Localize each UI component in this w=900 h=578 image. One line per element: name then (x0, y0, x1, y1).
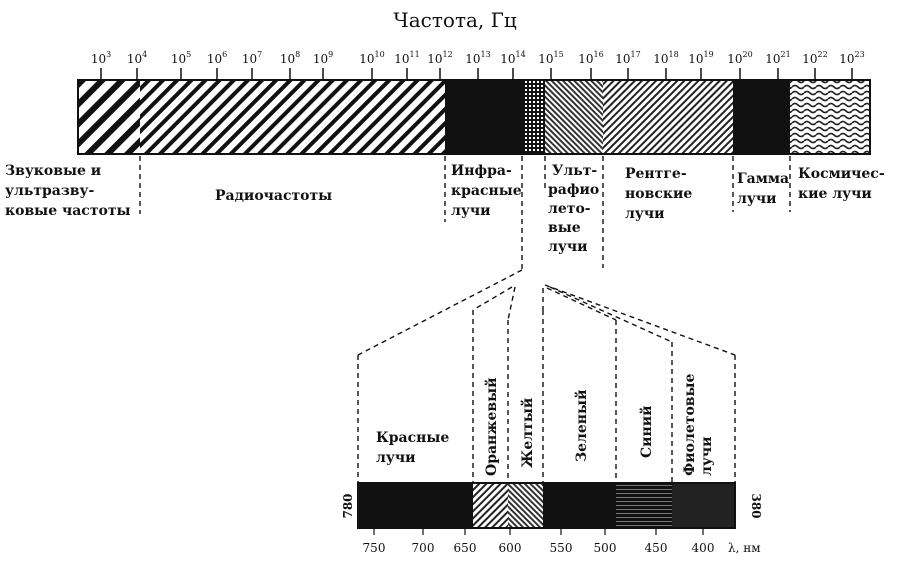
wavelength-tick-label: 700 (411, 541, 435, 555)
fan-line-1 (473, 287, 512, 310)
visible-fill-green (543, 483, 616, 528)
scale-tick-label: $10^{18}$ (653, 50, 679, 66)
visible-fill-red (358, 483, 473, 528)
fan-line-2 (508, 287, 515, 320)
scale-tick-label: $10^{15}$ (538, 50, 564, 66)
frequency-scale (80, 50, 870, 80)
band-label-infrared: Инфра- красные лучи (451, 163, 522, 219)
band-fill-sound (78, 80, 140, 154)
color-label-blue: Синий (639, 405, 655, 458)
band-fill-cosmic (790, 80, 870, 154)
band-label-cosmic: Космичес- кие лучи (798, 166, 885, 202)
scale-tick-label: $10^4$ (126, 50, 148, 66)
band-fill-xray (603, 80, 733, 154)
scale-tick-label: $10^{23}$ (839, 50, 865, 66)
scale-tick-label: $10^{21}$ (765, 50, 791, 66)
scale-tick-label: $10^{19}$ (688, 50, 714, 66)
wavelength-tick-label: 500 (593, 541, 617, 555)
band-label-radio: Радиочастоты (215, 188, 333, 204)
band-label-xray: Рентге- новские лучи (625, 166, 693, 222)
band-fill-ultraviolet (545, 80, 603, 154)
diagram-title: Частота, Гц (393, 8, 517, 32)
scale-tick-label: $10^{12}$ (427, 50, 453, 66)
scale-tick-label: $10^{10}$ (359, 50, 385, 66)
visible-fill-yellow (508, 483, 543, 528)
scale-tick-label: $10^7$ (241, 50, 263, 66)
wavelength-tick-label: 600 (498, 541, 522, 555)
fan-line-4 (547, 288, 616, 320)
band-label-ultraviolet: Ульт- рафио лето- вые лучи (548, 163, 600, 255)
scale-tick-label: $10^{13}$ (465, 50, 491, 66)
color-label-orange: Оранжевый (484, 377, 500, 476)
band-label-gamma: Гамма лучи (737, 171, 790, 207)
zoom-line-left (358, 270, 522, 355)
wavelength-axis (358, 528, 761, 555)
scale-tick-label: $10^{11}$ (394, 50, 420, 66)
band-fill-infrared (445, 80, 523, 154)
visible-spectrum-bar (358, 483, 735, 528)
visible-fill-orange (473, 483, 508, 528)
wavelength-tick-label: 450 (644, 541, 668, 555)
scale-tick-label: $10^8$ (279, 50, 301, 66)
scale-tick-label: $10^6$ (206, 50, 228, 66)
band-labels (5, 163, 890, 255)
band-fill-visible (523, 80, 545, 154)
color-label-violet: Фиолетовые лучи (682, 373, 715, 476)
wavelength-tick-label: 550 (549, 541, 573, 555)
wavelength-tick-label: 650 (453, 541, 477, 555)
color-label-red: Красные лучи (376, 430, 450, 466)
color-label-green: Зеленый (574, 389, 590, 462)
wavelength-axis-unit: λ, нм (728, 541, 761, 555)
zoom-line-right (545, 285, 735, 355)
band-fill-radio (140, 80, 445, 154)
wavelength-ticks (363, 528, 715, 555)
scale-tick-label: $10^9$ (312, 50, 334, 66)
scale-tick-label: $10^{22}$ (802, 50, 828, 66)
wavelength-tick-label: 400 (691, 541, 715, 555)
spectrum-bar (78, 80, 870, 154)
wavelength-end-right: 380 (749, 493, 763, 519)
scale-tick-label: $10^{17}$ (615, 50, 641, 66)
wavelength-end-left: 780 (341, 493, 355, 519)
scale-tick-label: $10^{14}$ (500, 50, 526, 66)
visible-fill-blue (616, 483, 672, 528)
scale-tick-label: $10^{20}$ (727, 50, 753, 66)
band-label-sound: Звуковые и ультразву- ковые частоты (5, 163, 131, 219)
fan-line-5 (550, 287, 672, 342)
scale-ticks (91, 50, 865, 80)
wavelength-tick-label: 750 (362, 541, 386, 555)
visible-labels (376, 369, 715, 476)
color-label-yellow: Желтый (520, 397, 536, 468)
scale-tick-label: $10^{16}$ (578, 50, 604, 66)
scale-tick-label: $10^3$ (90, 50, 112, 66)
scale-tick-label: $10^5$ (170, 50, 192, 66)
zoom-lines (358, 270, 735, 355)
band-fill-gamma (733, 80, 790, 154)
visible-fill-violet (672, 483, 735, 528)
